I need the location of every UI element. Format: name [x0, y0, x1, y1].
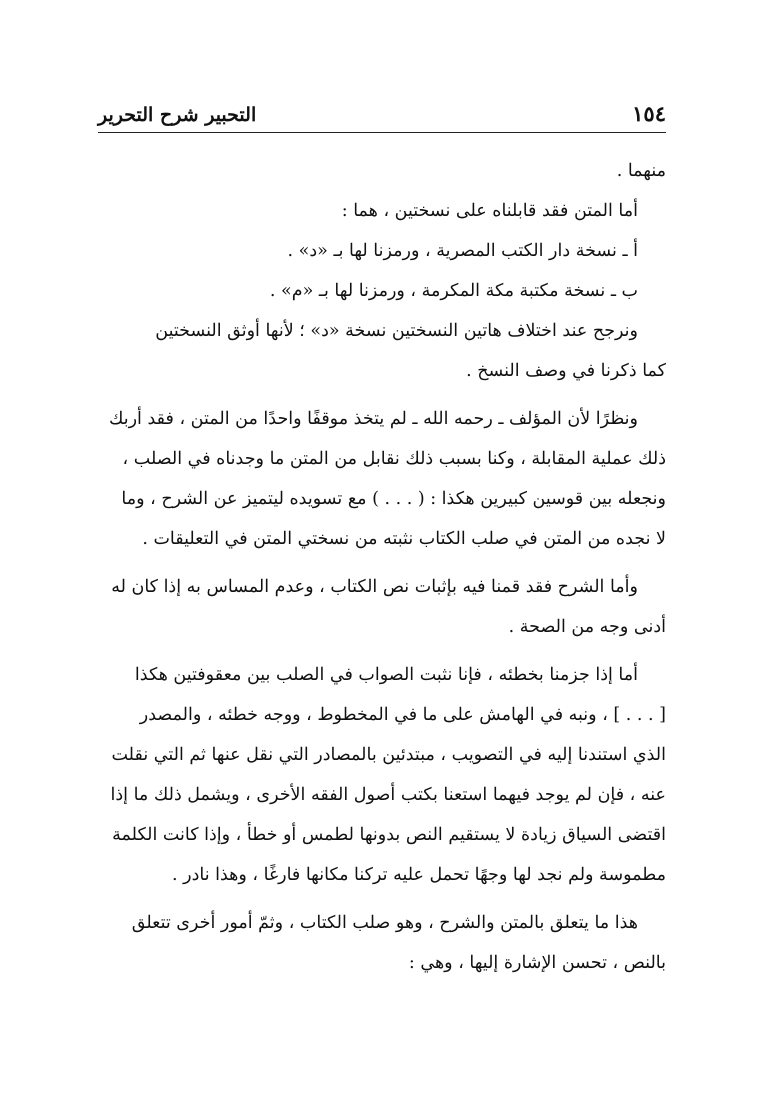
- text-line: [ . . . ] ، ونبه في الهامش على ما في المخطوط ، ووجه خطئه ، والمصدر: [139, 705, 666, 725]
- running-title: التحبير شرح التحرير: [98, 104, 257, 126]
- page-number: ١٥٤: [632, 101, 666, 126]
- text-line: ونرجح عند اختلاف هاتين النسختين نسخة «د» ؛ لأنها أوثق النسختين: [155, 321, 638, 341]
- text-line: لا نجده من المتن في صلب الكتاب نثبته من نسختي المتن في التعليقات .: [142, 529, 666, 549]
- text-line: ذلك عملية المقابلة ، وكنا بسبب ذلك نقابل من المتن ما وجدناه في الصلب ،: [122, 449, 666, 469]
- text-line: بالنص ، تحسن الإشارة إليها ، وهي :: [408, 953, 666, 973]
- text-line: أدنى وجه من الصحة .: [508, 617, 666, 637]
- text-line: وأما الشرح فقد قمنا فيه بإثبات نص الكتاب ، وعدم المساس به إذا كان له: [111, 577, 638, 597]
- text-line: هذا ما يتعلق بالمتن والشرح ، وهو صلب الكتاب ، وثمّ أمور أخرى تتعلق: [131, 913, 638, 933]
- text-line: عنه ، فإن لم يوجد فيهما استعنا بكتب أصول الفقه الأخرى ، ويشمل ذلك ما إذا: [110, 785, 666, 805]
- page-body: [98, 151, 666, 983]
- running-header: [98, 100, 666, 133]
- text-line: أما المتن فقد قابلناه على نسختين ، هما :: [341, 201, 638, 221]
- text-line: مطموسة ولم نجد لها وجهًا تحمل عليه تركنا مكانها فارغًا ، وهذا نادر .: [172, 865, 666, 885]
- text-line: اقتضى السياق زيادة لا يستقيم النص بدونها لطمس أو خطأ ، وإذا كانت الكلمة: [112, 825, 666, 845]
- text-line: ب ـ نسخة مكتبة مكة المكرمة ، ورمزنا لها بـ «م» .: [269, 281, 638, 301]
- text-line: أ ـ نسخة دار الكتب المصرية ، ورمزنا لها بـ «د» .: [287, 241, 638, 261]
- text-line: منهما .: [616, 161, 666, 181]
- book-page: [98, 100, 666, 983]
- text-line: الذي استندنا إليه في التصويب ، مبتدئين بالمصادر التي نقل عنها ثم التي نقلت: [111, 745, 666, 765]
- text-line: كما ذكرنا في وصف النسخ .: [466, 361, 666, 381]
- text-line: ونجعله بين قوسين كبيرين هكذا : ( . . . ) مع تسويده ليتميز عن الشرح ، وما: [121, 489, 666, 509]
- text-line: ونظرًا لأن المؤلف ـ رحمه الله ـ لم يتخذ موقفًا واحدًا من المتن ، فقد أربك: [108, 409, 638, 429]
- text-line: أما إذا جزمنا بخطئه ، فإنا نثبت الصواب في الصلب بين معقوفتين هكذا: [134, 665, 638, 685]
